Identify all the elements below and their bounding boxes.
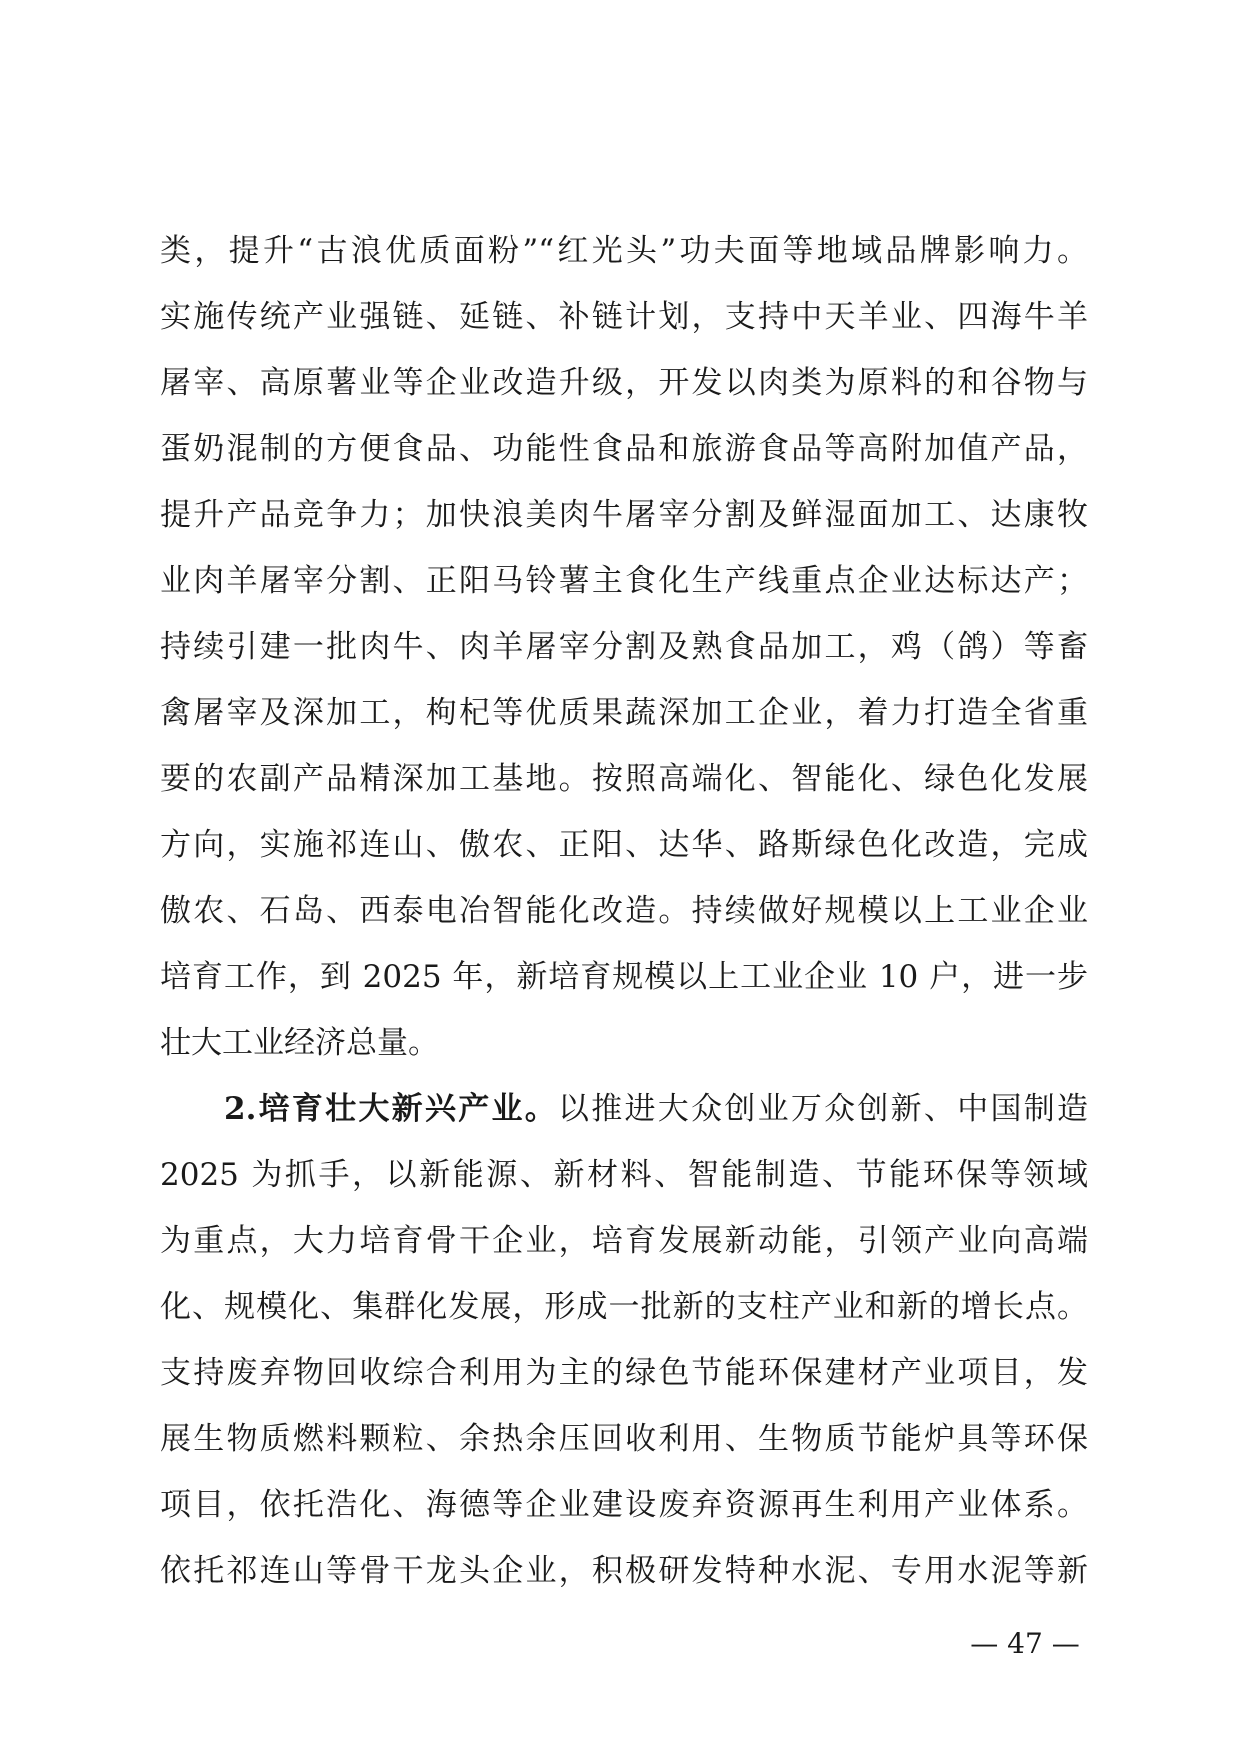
section-heading: 2.培育壮大新兴产业。 <box>224 1091 559 1127</box>
text-line: 2025 为抓手，以新能源、新材料、智能制造、节能环保等领域 <box>160 1157 1088 1193</box>
text-line: 壮大工业经济总量。 <box>160 1025 439 1061</box>
text-line: 实施传统产业强链、延链、补链计划，支持中天羊业、四海牛羊 <box>160 299 1088 335</box>
text-line: 业肉羊屠宰分割、正阳马铃薯主食化生产线重点企业达标达产； <box>160 563 1088 599</box>
text-line: 方向，实施祁连山、傲农、正阳、达华、路斯绿色化改造，完成 <box>160 827 1088 863</box>
body-text <box>160 218 1088 1604</box>
text-line: 禽屠宰及深加工，枸杞等优质果蔬深加工企业，着力打造全省重 <box>160 695 1088 731</box>
text-line: 支持废弃物回收综合利用为主的绿色节能环保建材产业项目，发 <box>160 1355 1088 1391</box>
page-number: — 47 — <box>970 1627 1080 1660</box>
paragraph-1 <box>160 218 1088 1076</box>
text-line: 持续引建一批肉牛、肉羊屠宰分割及熟食品加工，鸡（鸽）等畜 <box>160 629 1088 665</box>
text-line: 类，提升“古浪优质面粉”“红光头”功夫面等地域品牌影响力。 <box>160 233 1088 269</box>
text-line: 化、规模化、集群化发展，形成一批新的支柱产业和新的增长点。 <box>160 1289 1088 1325</box>
text-line: 蛋奶混制的方便食品、功能性食品和旅游食品等高附加值产品， <box>160 431 1088 467</box>
text-span: 以推进大众创业万众创新、中国制造 <box>558 1091 1088 1127</box>
text-line: 依托祁连山等骨干龙头企业，积极研发特种水泥、专用水泥等新 <box>160 1553 1088 1589</box>
text-line: 为重点，大力培育骨干企业，培育发展新动能，引领产业向高端 <box>160 1223 1088 1259</box>
text-line: 傲农、石岛、西泰电冶智能化改造。持续做好规模以上工业企业 <box>160 893 1088 929</box>
text-line: 培育工作，到 2025 年，新培育规模以上工业企业 10 户，进一步 <box>160 959 1088 995</box>
text-line <box>160 1076 1088 1142</box>
text-line: 展生物质燃料颗粒、余热余压回收利用、生物质节能炉具等环保 <box>160 1421 1088 1457</box>
text-line: 提升产品竞争力；加快浪美肉牛屠宰分割及鲜湿面加工、达康牧 <box>160 497 1088 533</box>
text-line: 屠宰、高原薯业等企业改造升级，开发以肉类为原料的和谷物与 <box>160 365 1088 401</box>
paragraph-2 <box>160 1076 1088 1604</box>
text-line: 要的农副产品精深加工基地。按照高端化、智能化、绿色化发展 <box>160 761 1088 797</box>
text-line: 项目，依托浩化、海德等企业建设废弃资源再生利用产业体系。 <box>160 1487 1088 1523</box>
